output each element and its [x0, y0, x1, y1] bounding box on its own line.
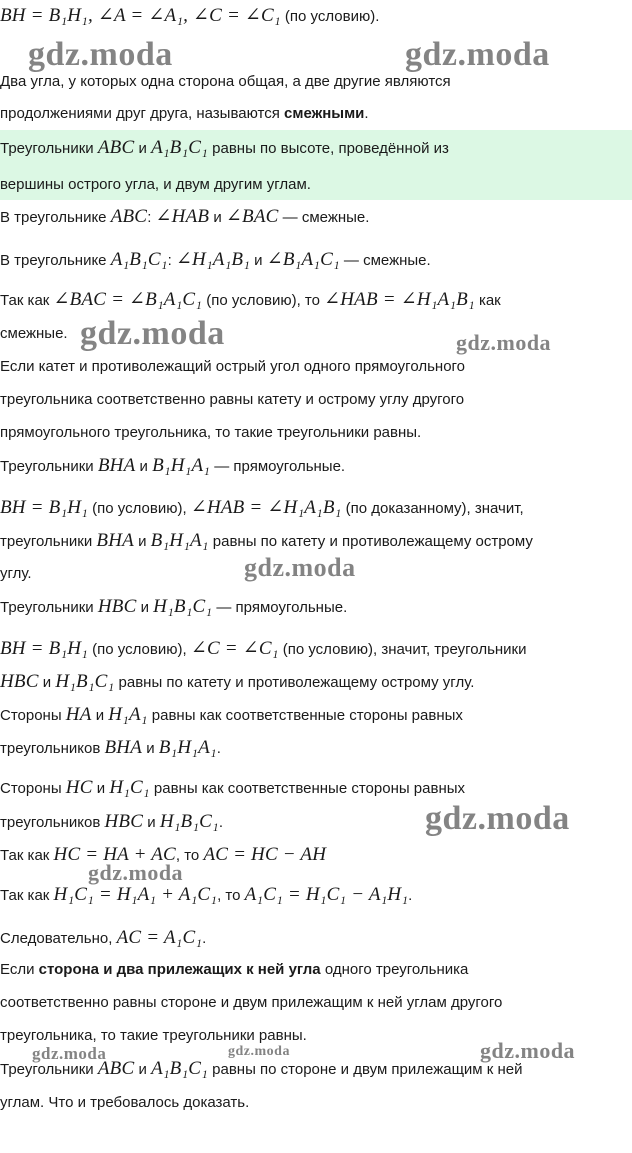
bold-term: смежными [284, 105, 365, 122]
text-run: и [136, 599, 154, 616]
math-expression: ABC [97, 1058, 135, 1079]
text-run: (по условию), [88, 500, 191, 517]
watermark-logo: gdz.moda [80, 315, 225, 352]
math-expression: HC = HA + AC [53, 844, 176, 865]
text-run: и [133, 533, 151, 550]
text-run: продолжениями друг друга, называются [0, 105, 284, 122]
text-line [0, 136, 632, 161]
text-run: углам. Что и требовалось доказать. [0, 1094, 250, 1111]
text-line [0, 637, 632, 662]
math-expression: H₁B₁C₁ [55, 671, 115, 692]
text-run: — прямоугольные. [212, 599, 348, 616]
text-run: равны по стороне и двум прилежащим к ней [207, 1061, 523, 1078]
text-run: равны по катету и противолежащему острому [208, 533, 533, 550]
text-line [0, 703, 632, 728]
text-line [0, 926, 632, 951]
text-line [0, 454, 632, 479]
watermark-logo: gdz.moda [244, 553, 356, 582]
math-expression: A₁B₁C₁ [110, 249, 168, 270]
text-run: треугольника, то такие треугольники равны. [0, 1027, 307, 1044]
math-expression: A₁C₁ = H₁C₁ − A₁H₁ [244, 884, 409, 905]
text-run: и [135, 458, 153, 475]
text-run: (по условию), то [202, 292, 325, 309]
watermark-logo: gdz.moda [425, 800, 570, 837]
text-run: Треугольники [0, 140, 98, 157]
text-run: Треугольники [0, 599, 98, 616]
math-expression: BH = B₁H₁, ∠A = ∠A₁, ∠C = ∠C₁ [0, 5, 281, 26]
text-run: углу. [0, 565, 32, 582]
math-expression: ∠C = ∠C₁ [190, 638, 279, 659]
text-run: равны как соответственные стороны равных [149, 780, 466, 797]
text-run: : [167, 252, 176, 269]
text-run: соответственно равны стороне и двум прилежащим к ней углам другого [0, 994, 503, 1011]
math-expression: AC = HC − AH [203, 844, 327, 865]
math-expression: BHA [96, 530, 134, 551]
text-run: , то [217, 887, 245, 904]
text-run: Так как [0, 887, 54, 904]
text-run: и [143, 814, 160, 831]
text-line [0, 670, 632, 695]
math-expression: ∠BAC [225, 206, 279, 227]
math-expression: B₁H₁A₁ [152, 455, 211, 476]
math-expression: HC [65, 777, 93, 798]
math-expression: H₁C₁ = H₁A₁ + A₁C₁ [53, 884, 218, 905]
text-run: треугольников [0, 814, 105, 831]
bold-term: сторона и два прилежащих к ней угла [38, 961, 321, 978]
text-run: . [408, 887, 413, 904]
text-line [0, 1091, 632, 1115]
text-line [0, 883, 632, 908]
watermark-logo: gdz.moda [88, 860, 184, 885]
watermark-logo: gdz.moda [480, 1038, 576, 1063]
text-line [0, 173, 632, 197]
text-run: треугольники [0, 533, 97, 550]
text-run: и [209, 209, 226, 226]
text-run: — смежные. [339, 252, 431, 269]
text-run: треугольника соответственно равны катету и острому углу другого [0, 391, 465, 408]
text-run: Треугольники [0, 1061, 98, 1078]
text-run: Следовательно, [0, 930, 117, 947]
text-run: В треугольнике [0, 209, 111, 226]
math-expression: H₁A₁ [108, 704, 148, 725]
watermark-logo: gdz.moda [228, 1044, 290, 1059]
text-run: — смежные. [278, 209, 370, 226]
text-run: . [218, 814, 224, 831]
text-line [0, 496, 632, 521]
text-line [0, 958, 632, 982]
text-run: смежные. [0, 325, 68, 342]
text-run: и [91, 707, 109, 724]
math-expression: HBC [97, 596, 137, 617]
text-run: (по доказанному), значит, [341, 500, 524, 517]
math-expression: H₁B₁C₁ [153, 596, 213, 617]
watermark-logo: gdz.moda [405, 36, 550, 73]
math-expression: ∠BAC = ∠B₁A₁C₁ [53, 289, 203, 310]
text-run: Так как [0, 847, 54, 864]
text-run: и [250, 252, 267, 269]
text-line [0, 388, 632, 412]
text-line [0, 991, 632, 1015]
math-expression: BHA [97, 455, 136, 476]
text-run: и [134, 140, 152, 157]
math-expression: ABC [97, 137, 135, 158]
text-run: и [142, 740, 159, 757]
math-expression: A₁B₁C₁ [151, 137, 208, 158]
math-expression: ABC [110, 206, 148, 227]
text-run: (по условию), [88, 641, 191, 658]
math-expression: H₁C₁ [109, 777, 150, 798]
text-run: прямоугольного треугольника, то такие треугольники равны. [0, 424, 422, 441]
text-run: и [38, 674, 56, 691]
text-run: (по условию). [280, 8, 380, 25]
text-run: В треугольнике [0, 252, 111, 269]
math-expression: ∠HAB [155, 206, 210, 227]
text-run: Два угла, у которых одна сторона общая, а две другие являются [0, 73, 451, 90]
text-run: треугольников [0, 740, 105, 757]
text-line [0, 205, 632, 230]
text-line [0, 355, 632, 379]
text-line [0, 102, 632, 126]
math-expression: ∠H₁A₁B₁ [175, 249, 251, 270]
math-expression: BH = B₁H₁ [0, 638, 88, 659]
text-run: и [92, 780, 110, 797]
text-run: Стороны [0, 707, 66, 724]
text-line [0, 288, 632, 313]
math-expression: ∠HAB = ∠H₁A₁B₁ [324, 289, 475, 310]
text-line [0, 248, 632, 273]
watermark-logo: gdz.moda [32, 1044, 107, 1063]
text-run: (по условию), значит, треугольники [278, 641, 527, 658]
text-run: — прямоугольные. [210, 458, 346, 475]
math-expression: AC = A₁C₁ [116, 927, 203, 948]
math-expression: A₁B₁C₁ [151, 1058, 208, 1079]
text-run: равны по катету и противолежащему острому углу. [114, 674, 475, 691]
text-line [0, 4, 632, 29]
math-expression: BH = B₁H₁ [0, 497, 88, 518]
text-run: Если [0, 961, 39, 978]
text-line [0, 776, 632, 801]
watermark-logo: gdz.moda [28, 36, 173, 73]
math-expression: ∠HAB = ∠H₁A₁B₁ [190, 497, 342, 518]
text-run: . [364, 105, 369, 122]
text-run: : [147, 209, 156, 226]
text-run: равны по высоте, проведённой из [207, 140, 449, 157]
text-run: , то [175, 847, 204, 864]
watermark-logo: gdz.moda [456, 330, 552, 355]
text-run: и [134, 1061, 152, 1078]
text-run: как [474, 292, 501, 309]
text-run: Так как [0, 292, 54, 309]
math-expression: H₁B₁C₁ [159, 811, 219, 832]
text-run: одного треугольника [320, 961, 469, 978]
math-expression: HBC [104, 811, 144, 832]
math-expression: BHA [104, 737, 143, 758]
math-expression: HA [65, 704, 92, 725]
text-run: Стороны [0, 780, 66, 797]
text-line [0, 595, 632, 620]
text-run: Если катет и противолежащий острый угол одного прямоугольного [0, 358, 466, 375]
text-line [0, 529, 632, 554]
math-expression: B₁H₁A₁ [158, 737, 217, 758]
text-line [0, 421, 632, 445]
text-run: . [216, 740, 221, 757]
text-run: . [202, 930, 207, 947]
text-run: Треугольники [0, 458, 98, 475]
text-run: равны как соответственные стороны равных [147, 707, 463, 724]
math-expression: HBC [0, 671, 39, 692]
math-expression: B₁H₁A₁ [150, 530, 209, 551]
math-expression: ∠B₁A₁C₁ [266, 249, 340, 270]
text-line [0, 736, 632, 761]
text-run: вершины острого угла, и двум другим углам. [0, 176, 311, 193]
